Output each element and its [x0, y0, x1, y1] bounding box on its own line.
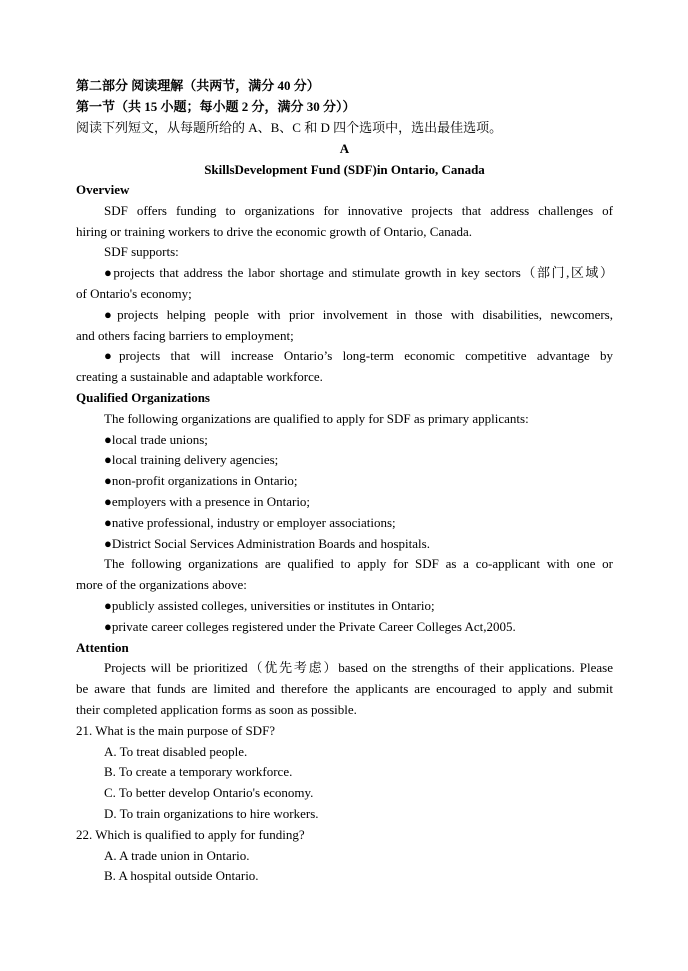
passage-title: SkillsDevelopment Fund (SDF)in Ontario, Canada: [204, 162, 485, 177]
primary-item: ●District Social Services Administration Boards and hospitals.: [104, 536, 430, 551]
support-bullet-line: ●projects that will increase Ontario’s long-term economic competitive advantage by: [104, 348, 613, 363]
co-item: ●private career colleges registered under the Private Career Colleges Act,2005.: [104, 619, 516, 634]
co-intro-line: The following organizations are qualified to apply for SDF as a co-applicant with one or: [104, 556, 613, 571]
question-option: B. To create a temporary workforce.: [104, 764, 293, 779]
attention-line: be aware that funds are limited and therefore the applicants are encouraged to apply and submit: [76, 681, 613, 696]
section-heading: 第一节（共 15 小题；每小题 2 分，满分 30 分））: [76, 99, 356, 114]
support-bullet-line: and others facing barriers to employment;: [76, 328, 294, 343]
question-option: A. To treat disabled people.: [104, 744, 248, 759]
instructions: 阅读下列短文，从每题所给的 A、B、C 和 D 四个选项中，选出最佳选项。: [76, 120, 503, 135]
attention-line: Projects will be prioritized（优先考虑）based on the strengths of their applications. Please: [104, 660, 613, 675]
support-bullet-line: ●projects helping people with prior involvement in those with disabilities, newcomers,: [104, 307, 613, 322]
attention-heading: Attention: [76, 640, 129, 655]
primary-item: ●native professional, industry or employer associations;: [104, 515, 396, 530]
primary-item: ●local trade unions;: [104, 432, 208, 447]
co-item: ●publicly assisted colleges, universities or institutes in Ontario;: [104, 598, 435, 613]
primary-item: ●local training delivery agencies;: [104, 452, 279, 467]
overview-para-line: hiring or training workers to drive the economic growth of Ontario, Canada.: [76, 224, 473, 239]
question-option: C. To better develop Ontario's economy.: [104, 785, 314, 800]
passage-letter: A: [339, 141, 350, 156]
supports-label: SDF supports:: [104, 244, 179, 259]
attention-line: their completed application forms as soon as possible.: [76, 702, 357, 717]
support-bullet-line: ●projects that address the labor shortage and stimulate growth in key sectors（部门,区域）: [104, 265, 613, 280]
primary-intro: The following organizations are qualified to apply for SDF as primary applicants:: [104, 411, 529, 426]
qualified-heading: Qualified Organizations: [76, 390, 210, 405]
overview-heading: Overview: [76, 182, 130, 197]
support-bullet-line: of Ontario's economy;: [76, 286, 192, 301]
question-option: D. To train organizations to hire workers.: [104, 806, 319, 821]
question-stem: 21. What is the main purpose of SDF?: [76, 723, 276, 738]
primary-item: ●employers with a presence in Ontario;: [104, 494, 311, 509]
part-heading: 第二部分 阅读理解（共两节，满分 40 分）: [76, 78, 320, 93]
overview-para-line: SDF offers funding to organizations for innovative projects that address challenges of: [104, 203, 613, 218]
question-stem: 22. Which is qualified to apply for funding?: [76, 827, 305, 842]
support-bullet-line: creating a sustainable and adaptable workforce.: [76, 369, 323, 384]
question-option: B. A hospital outside Ontario.: [104, 868, 259, 883]
question-option: A. A trade union in Ontario.: [104, 848, 250, 863]
primary-item: ●non-profit organizations in Ontario;: [104, 473, 298, 488]
co-intro-line: more of the organizations above:: [76, 577, 247, 592]
